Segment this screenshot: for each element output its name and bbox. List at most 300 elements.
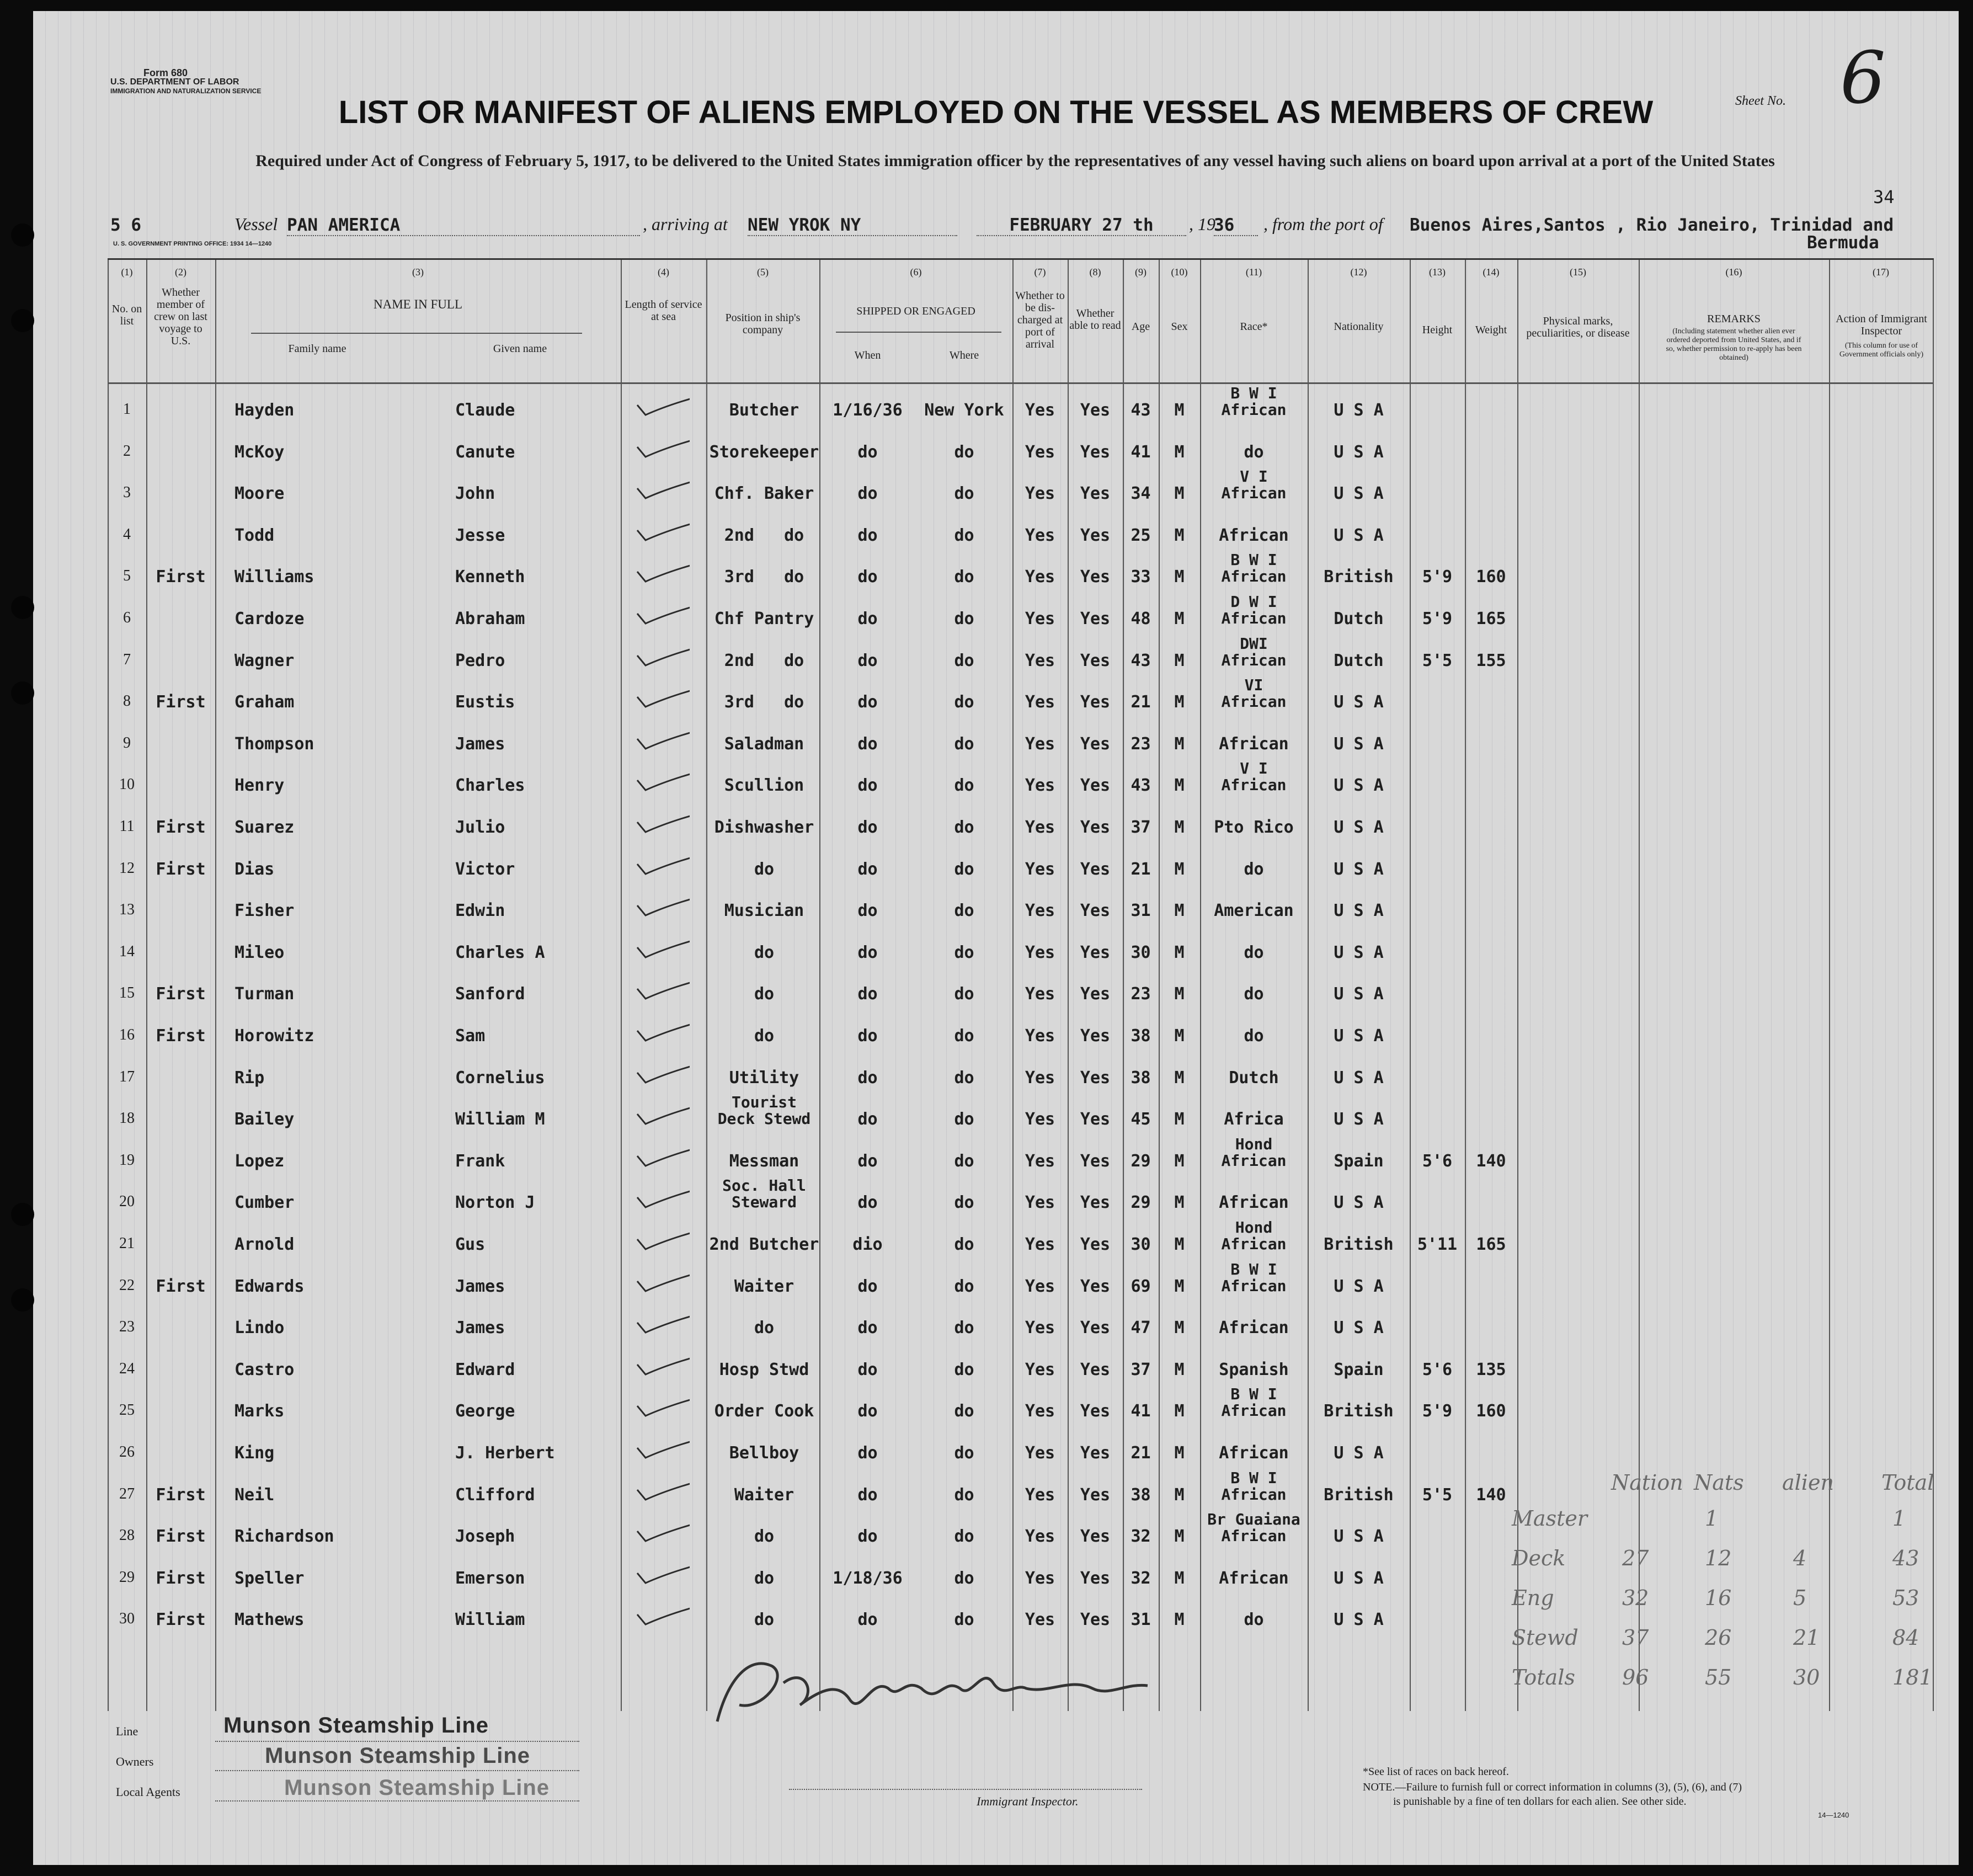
row-given-name: Abraham <box>455 609 525 628</box>
tally-value: 30 <box>1793 1665 1820 1690</box>
row-age: 21 <box>1131 1443 1151 1463</box>
row-discharged: Yes <box>1025 1443 1055 1463</box>
service: IMMIGRATION AND NATURALIZATION SERVICE <box>110 87 262 95</box>
check-mark-icon <box>634 1181 690 1208</box>
row-position: Utility <box>729 1068 799 1088</box>
row-number: 6 <box>123 609 131 626</box>
tally-value: 1 <box>1705 1506 1719 1531</box>
inspector-signature <box>706 1644 1203 1744</box>
row-nationality: U S A <box>1334 1026 1384 1046</box>
row-given-name: Pedro <box>455 651 505 670</box>
row-nationality: U S A <box>1334 525 1384 545</box>
row-shipped-when: do <box>857 651 878 670</box>
row-family-name: Edwards <box>234 1276 305 1296</box>
row-discharged: Yes <box>1025 1068 1055 1088</box>
row-able-to-read: Yes <box>1080 1568 1111 1588</box>
row-nationality: U S A <box>1334 818 1384 837</box>
check-mark-icon <box>634 1348 690 1376</box>
row-discharged: Yes <box>1025 901 1055 921</box>
tally-row-label: Totals <box>1512 1665 1575 1690</box>
row-discharged: Yes <box>1025 442 1055 462</box>
row-position: 3rd do <box>724 692 804 712</box>
check-mark-icon <box>634 1014 690 1042</box>
row-able-to-read: Yes <box>1080 1360 1111 1379</box>
row-race: Dutch <box>1229 1068 1279 1088</box>
row-nationality: British <box>1324 1401 1394 1421</box>
row-shipped-when: do <box>857 1068 878 1088</box>
row-race: Hond African <box>1221 1134 1287 1170</box>
row-nationality: U S A <box>1334 1110 1384 1129</box>
row-shipped-where: do <box>954 984 974 1004</box>
row-discharged: Yes <box>1025 1193 1055 1213</box>
tally-value: 32 <box>1622 1586 1649 1610</box>
row-age: 38 <box>1131 1485 1151 1505</box>
col-num-7: (7) <box>1034 267 1046 278</box>
tally-header: Nation <box>1611 1470 1683 1495</box>
col-head-name: NAME IN FULL <box>374 297 462 311</box>
tally-value: 96 <box>1622 1665 1649 1690</box>
row-number: 22 <box>119 1276 135 1294</box>
row-shipped-when: do <box>857 734 878 754</box>
col-num-11: (11) <box>1245 267 1262 278</box>
row-shipped-where: do <box>954 1610 974 1630</box>
row-family-name: Lopez <box>234 1151 285 1171</box>
form-number: Form 680 <box>143 67 188 78</box>
row-shipped-where: do <box>954 484 974 504</box>
row-sex: M <box>1174 1568 1185 1588</box>
col-head-length: Length of service at sea <box>625 299 702 323</box>
row-discharged: Yes <box>1025 1527 1055 1547</box>
row-family-name: Graham <box>234 692 295 712</box>
row-age: 21 <box>1131 692 1151 712</box>
row-able-to-read: Yes <box>1080 442 1111 462</box>
punch-hole <box>11 223 34 247</box>
row-height: 5'5 <box>1422 1485 1453 1505</box>
row-family-name: Mileo <box>234 942 285 962</box>
row-nationality: U S A <box>1334 1610 1384 1630</box>
row-position: 2nd Butcher <box>709 1235 819 1254</box>
row-family-name: Cumber <box>234 1193 295 1213</box>
row-shipped-where: do <box>954 1527 974 1547</box>
row-number: 20 <box>119 1193 135 1211</box>
owners-stamp: Munson Steamship Line <box>265 1744 531 1768</box>
tally-value: 12 <box>1705 1546 1732 1570</box>
row-age: 31 <box>1131 901 1151 921</box>
row-discharged: Yes <box>1025 1485 1055 1505</box>
punch-hole <box>11 596 34 619</box>
row-family-name: Todd <box>234 525 275 545</box>
row-age: 43 <box>1131 651 1151 670</box>
tally-value: 84 <box>1892 1625 1919 1650</box>
row-family-name: Speller <box>234 1568 305 1588</box>
row-discharged: Yes <box>1025 692 1055 712</box>
row-sex: M <box>1174 1110 1185 1129</box>
check-mark-icon <box>634 1473 690 1501</box>
row-shipped-where: do <box>954 1026 974 1046</box>
punch-hole <box>11 309 34 332</box>
row-voyage: First <box>156 1026 206 1046</box>
row-number: 13 <box>119 901 135 919</box>
tally-value: 37 <box>1622 1625 1649 1650</box>
row-weight: 140 <box>1476 1151 1506 1171</box>
row-sex: M <box>1174 859 1185 879</box>
row-position: do <box>754 1610 775 1630</box>
row-nationality: Dutch <box>1334 609 1384 628</box>
row-given-name: Norton J <box>455 1193 535 1213</box>
row-position: Waiter <box>734 1276 794 1296</box>
row-position: Butcher <box>729 401 799 420</box>
check-mark-icon <box>634 1515 690 1542</box>
row-nationality: U S A <box>1334 484 1384 504</box>
row-able-to-read: Yes <box>1080 692 1111 712</box>
manifest-page <box>33 11 1959 1865</box>
col-num-6: (6) <box>910 267 922 278</box>
row-race: V I African <box>1221 759 1287 795</box>
row-shipped-where: do <box>954 609 974 628</box>
row-sex: M <box>1174 1485 1185 1505</box>
row-nationality: U S A <box>1334 1068 1384 1088</box>
row-family-name: Henry <box>234 776 285 796</box>
row-sex: M <box>1174 525 1185 545</box>
tally-row-label: Eng <box>1512 1586 1554 1610</box>
row-number: 21 <box>119 1235 135 1252</box>
row-sex: M <box>1174 1151 1185 1171</box>
row-number: 17 <box>119 1068 135 1085</box>
col-head-weight: Weight <box>1475 324 1507 336</box>
row-height: 5'9 <box>1422 609 1453 628</box>
race-note: *See list of races on back hereof. <box>1363 1766 1509 1778</box>
row-nationality: U S A <box>1334 1527 1384 1547</box>
row-able-to-read: Yes <box>1080 1235 1111 1254</box>
row-age: 48 <box>1131 609 1151 628</box>
year-prefix: , 19 <box>1189 214 1215 234</box>
row-family-name: Rip <box>234 1068 265 1088</box>
tally-value: 26 <box>1705 1625 1732 1650</box>
row-position: do <box>754 942 775 962</box>
row-shipped-where: do <box>954 1276 974 1296</box>
row-family-name: McKoy <box>234 442 285 462</box>
row-position: Scullion <box>724 776 804 796</box>
row-given-name: Claude <box>455 401 515 420</box>
row-discharged: Yes <box>1025 1026 1055 1046</box>
row-given-name: Cornelius <box>455 1068 545 1088</box>
row-sex: M <box>1174 692 1185 712</box>
row-given-name: James <box>455 734 505 754</box>
row-discharged: Yes <box>1025 1401 1055 1421</box>
row-position: do <box>754 984 775 1004</box>
row-discharged: Yes <box>1025 734 1055 754</box>
row-nationality: Spain <box>1334 1360 1384 1379</box>
row-age: 23 <box>1131 984 1151 1004</box>
row-race: do <box>1244 859 1264 879</box>
row-race: B W I African <box>1221 1385 1287 1420</box>
row-age: 25 <box>1131 525 1151 545</box>
line-stamp: Munson Steamship Line <box>223 1713 489 1738</box>
row-number: 7 <box>123 651 131 668</box>
check-mark-icon <box>634 889 690 916</box>
col-head-physical: Physical marks, peculiarities, or disease <box>1526 315 1630 339</box>
tally-value: 21 <box>1793 1625 1820 1650</box>
row-able-to-read: Yes <box>1080 1276 1111 1296</box>
row-shipped-when: do <box>857 1610 878 1630</box>
row-nationality: Dutch <box>1334 651 1384 670</box>
row-given-name: George <box>455 1401 515 1421</box>
tally-value: 53 <box>1892 1586 1919 1610</box>
row-number: 24 <box>119 1360 135 1377</box>
row-age: 43 <box>1131 401 1151 420</box>
note-line-1: NOTE.—Failure to furnish full or correct information in columns (3), (5), (6), and (7) <box>1363 1781 1742 1793</box>
row-age: 69 <box>1131 1276 1151 1296</box>
row-shipped-where: do <box>954 1151 974 1171</box>
tally-row-label: Master <box>1512 1506 1587 1531</box>
check-mark-icon <box>634 1139 690 1167</box>
row-given-name: Kenneth <box>455 567 525 587</box>
row-nationality: Spain <box>1334 1151 1384 1171</box>
row-age: 30 <box>1131 942 1151 962</box>
row-race: D W I African <box>1221 593 1287 627</box>
col-head-family: Family name <box>288 343 346 355</box>
row-race: African <box>1219 1568 1289 1588</box>
row-able-to-read: Yes <box>1080 818 1111 837</box>
row-given-name: Edwin <box>455 901 505 921</box>
row-sex: M <box>1174 484 1185 504</box>
row-position: Chf. Baker <box>714 484 814 504</box>
form-code: 14—1240 <box>1818 1811 1849 1819</box>
col-num-17: (17) <box>1873 267 1889 278</box>
tally-row-label: Stewd <box>1512 1625 1579 1650</box>
row-position: Messman <box>729 1151 799 1171</box>
col-head-shipped: SHIPPED OR ENGAGED <box>856 305 975 317</box>
col-head-when: When <box>854 349 881 361</box>
col-num-8: (8) <box>1089 267 1101 278</box>
row-shipped-when: do <box>857 1443 878 1463</box>
row-height: 5'11 <box>1417 1235 1458 1254</box>
row-shipped-when: do <box>857 484 878 504</box>
row-race: Pto Rico <box>1214 818 1294 837</box>
punch-hole <box>11 681 34 705</box>
tally-row-label: Deck <box>1512 1546 1566 1570</box>
row-able-to-read: Yes <box>1080 984 1111 1004</box>
row-sex: M <box>1174 1193 1185 1213</box>
row-race: Spanish <box>1219 1360 1289 1379</box>
tally-value: 1 <box>1892 1506 1906 1531</box>
row-voyage: First <box>156 692 206 712</box>
row-shipped-when: 1/16/36 <box>833 401 903 420</box>
row-shipped-when: do <box>857 859 878 879</box>
col-num-5: (5) <box>757 267 769 278</box>
row-nationality: U S A <box>1334 1568 1384 1588</box>
row-given-name: Gus <box>455 1235 486 1254</box>
row-race: do <box>1244 442 1264 462</box>
row-shipped-where: New York <box>924 401 1004 420</box>
row-age: 37 <box>1131 1360 1151 1379</box>
row-shipped-when: do <box>857 692 878 712</box>
row-family-name: Fisher <box>234 901 295 921</box>
row-voyage: First <box>156 1276 206 1296</box>
row-able-to-read: Yes <box>1080 1110 1111 1129</box>
row-able-to-read: Yes <box>1080 401 1111 420</box>
row-number: 26 <box>119 1443 135 1461</box>
row-voyage: First <box>156 1610 206 1630</box>
col-num-13: (13) <box>1429 267 1446 278</box>
printing-office: U. S. GOVERNMENT PRINTING OFFICE: 1934 14—1240 <box>113 241 272 247</box>
row-age: 37 <box>1131 818 1151 837</box>
col-num-14: (14) <box>1483 267 1500 278</box>
row-able-to-read: Yes <box>1080 484 1111 504</box>
row-given-name: Sanford <box>455 984 525 1004</box>
row-sex: M <box>1174 1235 1185 1254</box>
row-position: Hosp Stwd <box>719 1360 809 1379</box>
row-given-name: Charles A <box>455 942 545 962</box>
row-race: do <box>1244 1610 1264 1630</box>
row-number: 28 <box>119 1527 135 1544</box>
row-able-to-read: Yes <box>1080 1151 1111 1171</box>
row-position: 2nd do <box>724 651 804 670</box>
check-mark-icon <box>634 1306 690 1334</box>
row-sex: M <box>1174 1360 1185 1379</box>
row-number: 16 <box>119 1026 135 1043</box>
row-shipped-when: do <box>857 1318 878 1338</box>
row-given-name: Sam <box>455 1026 486 1046</box>
col-head-action: Action of Immigrant Inspector <box>1836 313 1927 337</box>
row-weight: 140 <box>1476 1485 1506 1505</box>
check-mark-icon <box>634 597 690 625</box>
check-mark-icon <box>634 1598 690 1625</box>
row-sex: M <box>1174 1276 1185 1296</box>
row-weight: 155 <box>1476 651 1506 670</box>
row-position: do <box>754 1318 775 1338</box>
row-race: American <box>1214 901 1294 921</box>
row-able-to-read: Yes <box>1080 859 1111 879</box>
col-head-sex: Sex <box>1171 321 1188 333</box>
row-voyage: First <box>156 1568 206 1588</box>
row-given-name: James <box>455 1318 505 1338</box>
col-head-read: Whether able to read <box>1069 307 1121 332</box>
row-shipped-where: do <box>954 1443 974 1463</box>
row-able-to-read: Yes <box>1080 901 1111 921</box>
row-position: Dishwasher <box>714 818 814 837</box>
row-position: do <box>754 1527 775 1547</box>
row-shipped-when: do <box>857 1026 878 1046</box>
row-age: 29 <box>1131 1193 1151 1213</box>
row-shipped-when: do <box>857 818 878 837</box>
check-mark-icon <box>634 430 690 458</box>
row-sex: M <box>1174 1401 1185 1421</box>
sheet-number: 6 <box>1840 36 1886 120</box>
row-sex: M <box>1174 1318 1185 1338</box>
row-position: Musician <box>724 901 804 921</box>
row-nationality: U S A <box>1334 942 1384 962</box>
row-shipped-when: do <box>857 1110 878 1129</box>
check-mark-icon <box>634 1223 690 1250</box>
row-nationality: U S A <box>1334 1193 1384 1213</box>
row-position: Tourist Deck Stewd <box>717 1093 811 1128</box>
row-shipped-where: do <box>954 1360 974 1379</box>
department: U.S. DEPARTMENT OF LABOR <box>110 77 239 87</box>
row-age: 47 <box>1131 1318 1151 1338</box>
row-discharged: Yes <box>1025 942 1055 962</box>
row-family-name: Marks <box>234 1401 285 1421</box>
row-age: 41 <box>1131 1401 1151 1421</box>
check-mark-icon <box>634 472 690 499</box>
row-shipped-when: do <box>857 1527 878 1547</box>
row-position: Storekeeper <box>709 442 819 462</box>
check-mark-icon <box>634 972 690 1000</box>
col-head-discharged: Whether to be dis-charged at port of arrival <box>1015 290 1065 350</box>
row-shipped-when: do <box>857 525 878 545</box>
check-mark-icon <box>634 639 690 667</box>
row-age: 33 <box>1131 567 1151 587</box>
row-able-to-read: Yes <box>1080 1318 1111 1338</box>
col-num-2: (2) <box>175 267 186 278</box>
row-family-name: Arnold <box>234 1235 295 1254</box>
row-able-to-read: Yes <box>1080 1068 1111 1088</box>
row-shipped-when: do <box>857 984 878 1004</box>
row-position: Saladman <box>724 734 804 754</box>
from-port-label: , from the port of <box>1263 214 1383 234</box>
row-height: 5'5 <box>1422 651 1453 670</box>
row-family-name: Dias <box>234 859 275 879</box>
row-shipped-where: do <box>954 1193 974 1213</box>
check-mark-icon <box>634 1265 690 1292</box>
owners-label: Owners <box>116 1755 154 1768</box>
check-mark-icon <box>634 1431 690 1459</box>
line-label: Line <box>116 1724 138 1738</box>
col-num-10: (10) <box>1171 267 1188 278</box>
row-discharged: Yes <box>1025 1235 1055 1254</box>
row-nationality: U S A <box>1334 776 1384 796</box>
check-mark-icon <box>634 764 690 791</box>
row-age: 34 <box>1131 484 1151 504</box>
row-family-name: Bailey <box>234 1110 295 1129</box>
row-shipped-when: do <box>857 776 878 796</box>
row-given-name: Charles <box>455 776 525 796</box>
row-sex: M <box>1174 1610 1185 1630</box>
check-mark-icon <box>634 722 690 750</box>
row-given-name: Edward <box>455 1360 515 1379</box>
row-sex: M <box>1174 901 1185 921</box>
row-position: do <box>754 1026 775 1046</box>
row-given-name: John <box>455 484 495 504</box>
col-head-remarks: REMARKS <box>1707 313 1761 325</box>
row-shipped-where: do <box>954 1568 974 1588</box>
row-position: do <box>754 859 775 879</box>
col-head-no: No. on list <box>111 303 142 327</box>
row-nationality: U S A <box>1334 859 1384 879</box>
row-shipped-where: do <box>954 1401 974 1421</box>
row-race: African <box>1219 525 1289 545</box>
row-able-to-read: Yes <box>1080 1443 1111 1463</box>
from-ports: Buenos Aires,Santos , Rio Janeiro, Trinidad and <box>1410 215 1894 235</box>
row-nationality: U S A <box>1334 901 1384 921</box>
row-discharged: Yes <box>1025 1151 1055 1171</box>
row-weight: 160 <box>1476 1401 1506 1421</box>
col-num-3: (3) <box>412 267 424 278</box>
row-given-name: Jesse <box>455 525 505 545</box>
row-nationality: U S A <box>1334 401 1384 420</box>
row-number: 25 <box>119 1401 135 1419</box>
row-shipped-when: do <box>857 1401 878 1421</box>
col-num-15: (15) <box>1570 267 1586 278</box>
corner-number: 34 <box>1873 186 1895 207</box>
row-voyage: First <box>156 818 206 837</box>
row-race: do <box>1244 942 1264 962</box>
row-shipped-where: do <box>954 525 974 545</box>
row-given-name: Frank <box>455 1151 505 1171</box>
tally-value: 16 <box>1705 1586 1732 1610</box>
check-mark-icon <box>634 1389 690 1417</box>
row-shipped-when: do <box>857 942 878 962</box>
